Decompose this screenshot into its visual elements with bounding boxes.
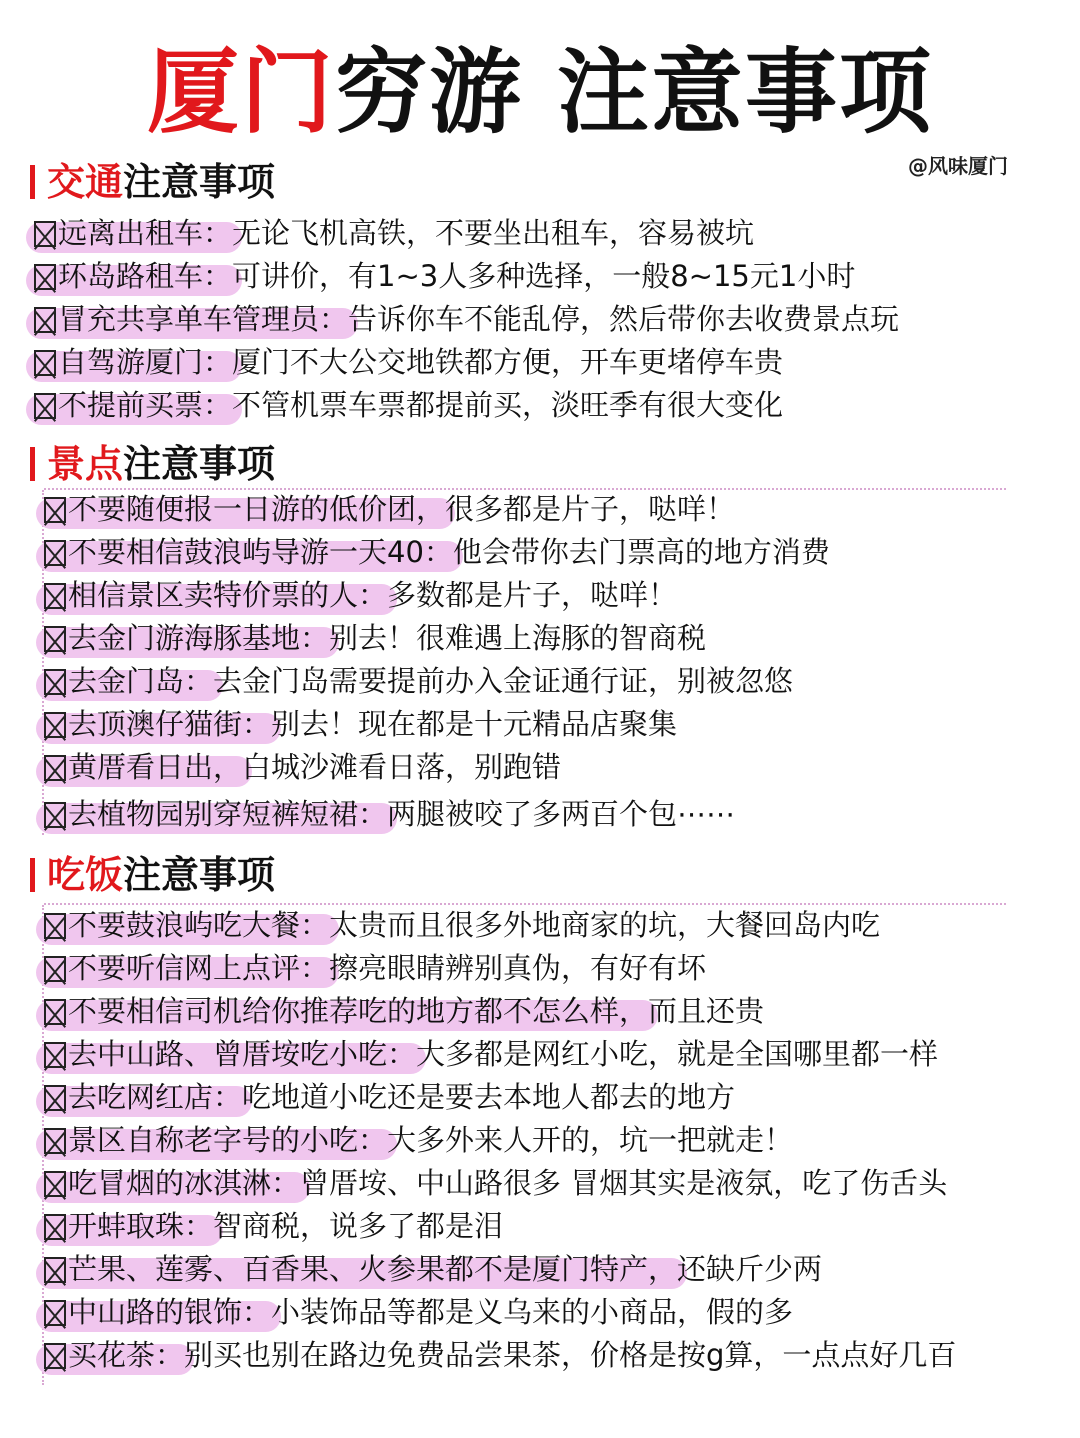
list-item: 冒充共享单车管理员：告诉你车不能乱停，然后带你去收费景点玩: [34, 298, 899, 341]
section-bar: [30, 447, 35, 481]
list-item: 中山路的银饰：小装饰品等都是义乌来的小商品，假的多: [44, 1291, 956, 1334]
section-bar: [30, 165, 35, 199]
list-item: 相信景区卖特价票的人：多数都是片子，哒咩！: [44, 574, 830, 617]
checkbox-x-icon: [34, 221, 56, 247]
list-item: 不要相信鼓浪屿导游一天40：他会带你去门票高的地方消费: [44, 531, 830, 574]
list-item: 去金门游海豚基地：别去！很难遇上海豚的智商税: [44, 617, 830, 660]
section-head-red: 吃饭: [47, 853, 124, 897]
section-head-food: [30, 853, 275, 897]
list-item: 吃冒烟的冰淇淋：曾厝垵、中山路很多 冒烟其实是液氛，吃了伤舌头: [44, 1162, 956, 1205]
checkbox-x-icon: [34, 350, 56, 376]
checkbox-x-icon: [44, 1085, 66, 1111]
title-black: 穷游 注意事项: [334, 39, 934, 146]
checkbox-x-icon: [44, 626, 66, 652]
checkbox-x-icon: [44, 755, 66, 781]
checkbox-x-icon: [44, 913, 66, 939]
title-red: 厦门: [146, 39, 335, 146]
checkbox-x-icon: [44, 540, 66, 566]
checkbox-x-icon: [44, 956, 66, 982]
list-item: 不要鼓浪屿吃大餐：太贵而且很多外地商家的坑，大餐回岛内吃: [44, 904, 956, 947]
checkbox-x-icon: [44, 1214, 66, 1240]
section-head-sights: [30, 442, 275, 486]
list-item: 环岛路租车：可讲价，有1~3人多种选择，一般8~15元1小时: [34, 255, 899, 298]
checkbox-x-icon: [44, 669, 66, 695]
section-head-black: 注意事项: [123, 853, 276, 897]
checkbox-x-icon: [44, 1128, 66, 1154]
checkbox-x-icon: [44, 802, 66, 828]
list-item: 去金门岛：去金门岛需要提前办入金证通行证，别被忽悠: [44, 660, 830, 703]
checkbox-x-icon: [34, 393, 56, 419]
checkbox-x-icon: [44, 497, 66, 523]
list-item: 黄厝看日出，白城沙滩看日落，别跑错: [44, 746, 830, 789]
list-item: 不要相信司机给你推荐吃的地方都不怎么样，而且还贵: [44, 990, 956, 1033]
list-item: 去植物园别穿短裤短裙：两腿被咬了多两百个包⋯⋯: [44, 793, 830, 836]
checkbox-x-icon: [44, 1042, 66, 1068]
list-item: 远离出租车：无论飞机高铁，不要坐出租车，容易被坑: [34, 212, 899, 255]
checkbox-x-icon: [44, 1257, 66, 1283]
section-head-black: 注意事项: [123, 160, 276, 204]
checkbox-x-icon: [44, 583, 66, 609]
list-item: 芒果、莲雾、百香果、火参果都不是厦门特产，还缺斤少两: [44, 1248, 956, 1291]
section-head-traffic: [30, 160, 275, 204]
checkbox-x-icon: [44, 999, 66, 1025]
watermark-handle: @风味厦门: [908, 154, 1008, 178]
list-item: 去顶澳仔猫街：别去！现在都是十元精品店聚集: [44, 703, 830, 746]
list-item: 自驾游厦门：厦门不大公交地铁都方便，开车更堵停车贵: [34, 341, 899, 384]
checkbox-x-icon: [34, 264, 56, 290]
list-sights: [44, 488, 830, 836]
list-item: 景区自称老字号的小吃：大多外来人开的，坑一把就走！: [44, 1119, 956, 1162]
section-head-red: 交通: [47, 160, 124, 204]
list-item: 买花茶：别买也别在路边免费品尝果茶，价格是按g算，一点点好几百: [44, 1334, 956, 1377]
list-food: [44, 904, 956, 1377]
list-item: 不要听信网上点评：擦亮眼睛辨别真伪，有好有坏: [44, 947, 956, 990]
list-item: 去中山路、曾厝垵吃小吃：大多都是网红小吃，就是全国哪里都一样: [44, 1033, 956, 1076]
page-title: [0, 38, 1080, 148]
checkbox-x-icon: [44, 1343, 66, 1369]
section-head-black: 注意事项: [123, 442, 276, 486]
list-traffic: [34, 212, 899, 427]
list-item: 不提前买票：不管机票车票都提前买，淡旺季有很大变化: [34, 384, 899, 427]
section-head-red: 景点: [47, 442, 124, 486]
list-item: 开蚌取珠：智商税，说多了都是泪: [44, 1205, 956, 1248]
checkbox-x-icon: [44, 1300, 66, 1326]
checkbox-x-icon: [44, 712, 66, 738]
list-item: 去吃网红店：吃地道小吃还是要去本地人都去的地方: [44, 1076, 956, 1119]
checkbox-x-icon: [44, 1171, 66, 1197]
checkbox-x-icon: [34, 307, 56, 333]
list-item: 不要随便报一日游的低价团，很多都是片子，哒咩！: [44, 488, 830, 531]
section-bar: [30, 858, 35, 892]
